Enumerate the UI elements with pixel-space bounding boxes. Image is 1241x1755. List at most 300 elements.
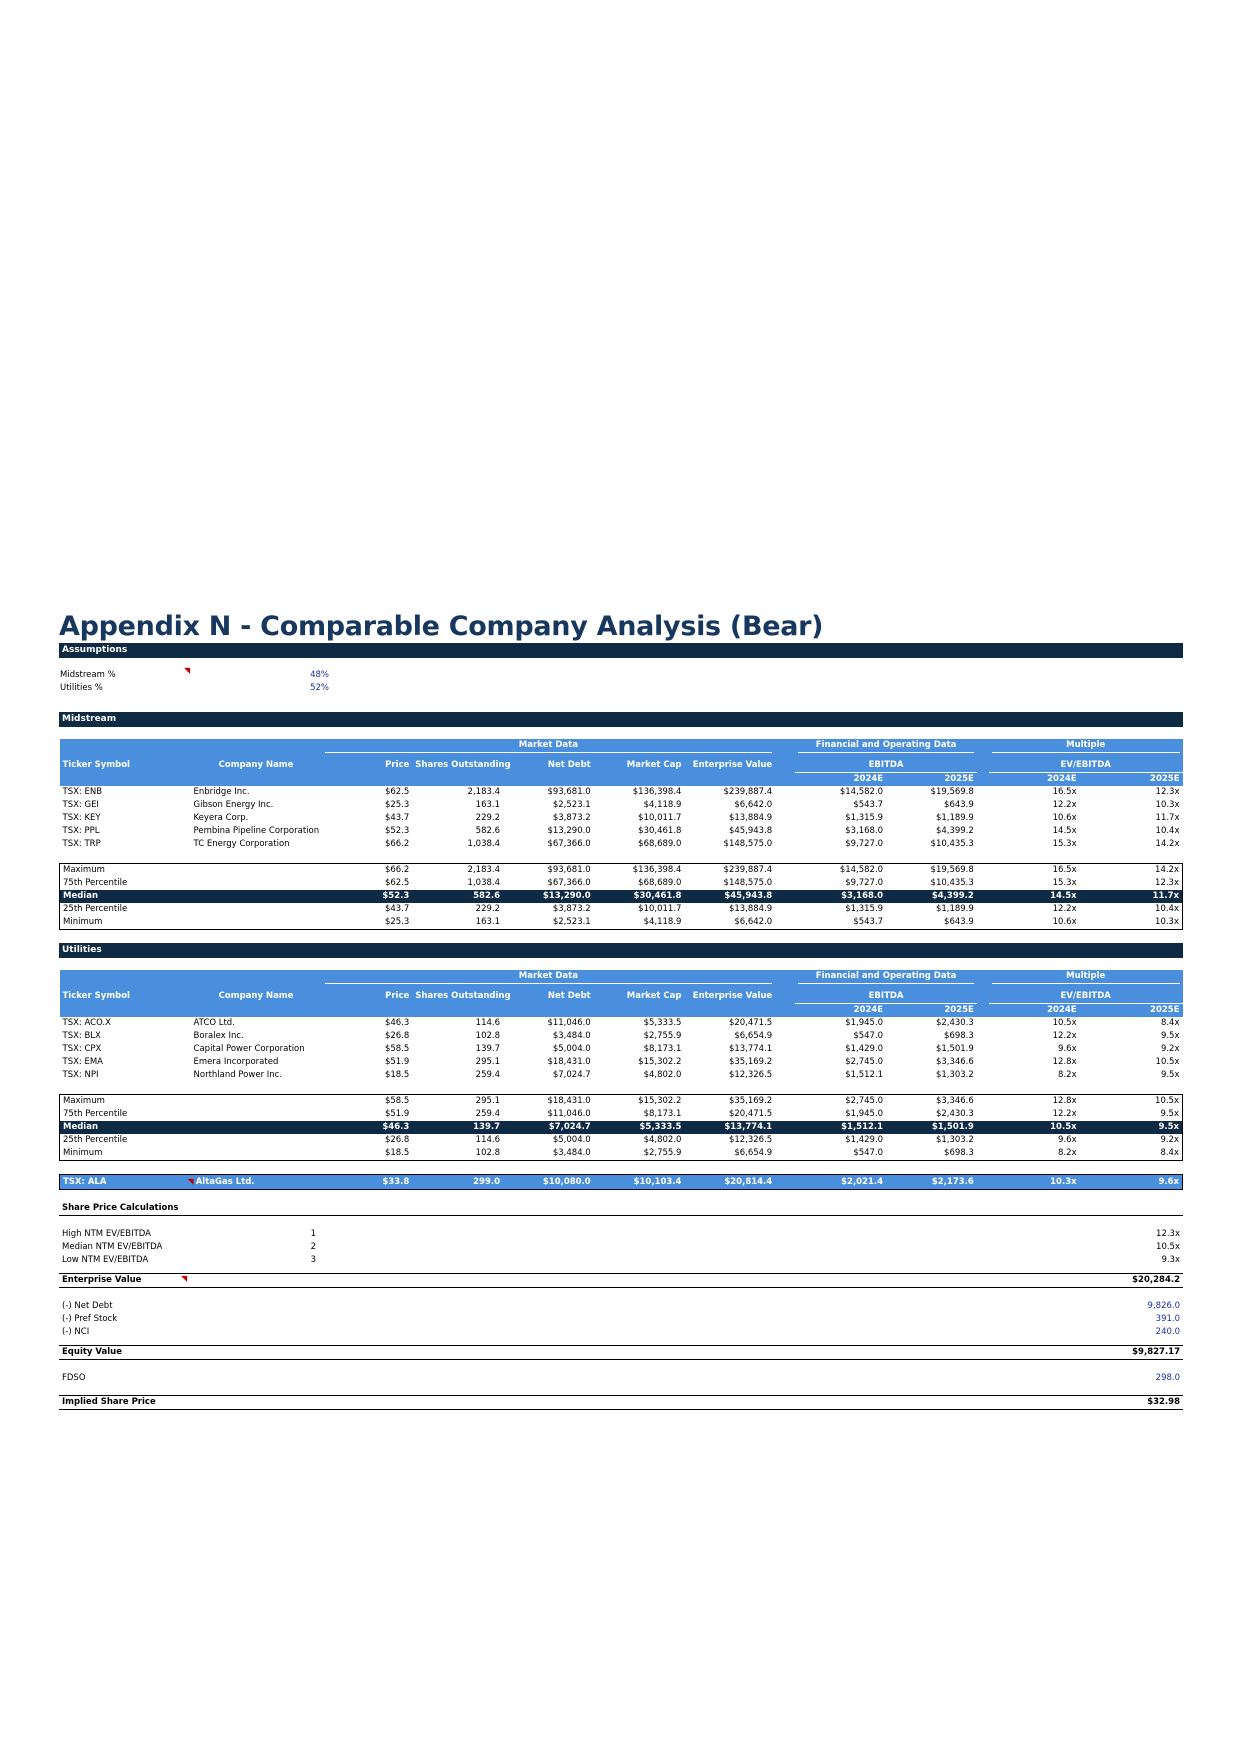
net-debt-cell: $10,080.0 <box>503 1175 594 1190</box>
multiple-2025-cell: 11.7x <box>1155 813 1180 823</box>
net-debt-cell: $67,366.0 <box>547 839 591 849</box>
market-cap-cell: $10,103.4 <box>594 1175 685 1190</box>
price-cell: $52.3 <box>322 890 413 903</box>
year-header: 2024E <box>1047 1005 1077 1015</box>
multiple-2024-cell: 10.5x <box>1052 1018 1077 1028</box>
column-header: Market Cap <box>626 760 682 771</box>
multiple-2024-cell: 12.2x <box>1052 1031 1077 1041</box>
ebitda-2025-cell: $2,430.3 <box>935 1109 974 1119</box>
price-cell: $25.3 <box>384 917 410 927</box>
multiple-2024-cell: 10.3x <box>989 1175 1080 1190</box>
company-name-cell: Emera Incorporated <box>193 1057 279 1067</box>
assumption-value[interactable]: 52% <box>310 683 329 693</box>
ev-value: $20,284.2 <box>1033 1274 1183 1288</box>
ebitda-2024-cell: $1,512.1 <box>845 1070 884 1080</box>
company-name-cell: Northland Power Inc. <box>193 1070 283 1080</box>
stat-label-cell: Minimum <box>63 1148 103 1158</box>
net-debt-cell: $67,366.0 <box>547 878 591 888</box>
multiple-2025-cell: 14.2x <box>1155 839 1180 849</box>
net-debt-cell: $13,290.0 <box>547 826 591 836</box>
ev-cell: $6,654.9 <box>734 1031 773 1041</box>
table-row <box>60 1056 1183 1069</box>
net-debt-cell: $18,431.0 <box>547 1057 591 1067</box>
year-header: 2025E <box>944 774 974 784</box>
shares-cell: 1,038.4 <box>467 878 500 888</box>
ebitda-2024-cell: $543.7 <box>853 800 884 810</box>
price-cell: $25.3 <box>384 800 410 810</box>
multiple-2024-cell: 15.3x <box>1052 839 1077 849</box>
stat-label-cell: Median <box>60 1121 322 1134</box>
deduction-label: (-) NCI <box>62 1327 90 1337</box>
column-header: Company Name <box>218 991 294 1002</box>
multiple-2024-cell: 12.2x <box>1052 800 1077 810</box>
stat-row <box>60 864 1183 878</box>
price-cell: $18.5 <box>384 1148 410 1158</box>
shares-cell: 259.4 <box>475 1109 500 1119</box>
year-header: 2025E <box>1150 1005 1180 1015</box>
table-row <box>60 786 1183 799</box>
ebitda-2024-cell: $14,582.0 <box>839 787 884 797</box>
assumption-label: Midstream % <box>60 670 116 680</box>
multiple-2025-cell: 9.6x <box>1080 1175 1183 1190</box>
utilities-bar: Utilities <box>59 943 1183 958</box>
net-debt-cell: $93,681.0 <box>547 787 591 797</box>
multiple-2025-cell: 10.4x <box>1155 904 1179 914</box>
calc-value: 12.3x <box>1156 1229 1180 1239</box>
column-header: Shares Outstanding <box>415 760 511 771</box>
calc-value: 9.3x <box>1161 1255 1180 1265</box>
utilities-rows <box>60 1017 1183 1082</box>
ebitda-2024-cell: $3,168.0 <box>795 890 886 903</box>
year-header: 2024E <box>853 774 884 784</box>
company-name-cell: TC Energy Corporation <box>193 839 290 849</box>
market-cap-cell: $4,802.0 <box>643 1135 682 1145</box>
deduction-value[interactable]: 9,826.0 <box>1147 1301 1180 1311</box>
ev-cell: $13,774.1 <box>728 1044 773 1054</box>
company-name-cell: ATCO Ltd. <box>193 1018 235 1028</box>
shares-cell: 2,183.4 <box>467 787 500 797</box>
net-debt-cell: $3,873.2 <box>552 813 591 823</box>
multiple-2024-cell: 16.5x <box>1052 787 1077 797</box>
price-cell: $66.2 <box>384 839 410 849</box>
ebitda-2025-cell: $1,501.9 <box>886 1121 977 1134</box>
ebitda-2025-cell: $698.3 <box>944 1148 974 1158</box>
deduction-value[interactable]: 391.0 <box>1155 1314 1180 1324</box>
market-cap-cell: $4,802.0 <box>643 1070 682 1080</box>
market-cap-cell: $10,011.7 <box>638 904 682 914</box>
implied-price-value: $32.98 <box>1033 1396 1183 1410</box>
ebitda-2024-cell: $547.0 <box>853 1148 884 1158</box>
comment-flag-icon: ◥ <box>187 1177 194 1186</box>
implied-price-label: Implied Share Price <box>59 1396 259 1410</box>
multiple-2024-cell: 15.3x <box>1052 878 1077 888</box>
fdso-value[interactable]: 298.0 <box>1155 1373 1180 1383</box>
comment-flag-icon: ◥ <box>184 666 191 675</box>
ebitda-2024-cell: $547.0 <box>853 1031 884 1041</box>
multiple-2024-cell: 16.5x <box>1052 865 1077 875</box>
stat-label-cell: 25th Percentile <box>63 904 128 914</box>
market-cap-cell: $5,333.5 <box>594 1121 685 1134</box>
stat-label-cell: Maximum <box>63 865 105 875</box>
price-cell: $26.8 <box>384 1135 410 1145</box>
net-debt-cell: $18,431.0 <box>547 1096 591 1106</box>
column-header: Shares Outstanding <box>415 991 511 1002</box>
multiple-2025-cell: 12.3x <box>1155 878 1179 888</box>
net-debt-cell: $7,024.7 <box>503 1121 594 1134</box>
ebitda-2025-cell: $2,430.3 <box>935 1018 974 1028</box>
column-header: Enterprise Value <box>692 991 773 1002</box>
net-debt-cell: $11,046.0 <box>547 1109 591 1119</box>
multiple-2024-cell: 12.8x <box>1052 1057 1077 1067</box>
market-cap-cell: $2,755.9 <box>643 1148 682 1158</box>
ebitda-2025-cell: $19,569.8 <box>930 787 974 797</box>
ebitda-2024-cell: $2,745.0 <box>845 1096 884 1106</box>
net-debt-cell: $2,523.1 <box>552 917 591 927</box>
multiple-2025-cell: 14.2x <box>1155 865 1179 875</box>
price-cell: $52.3 <box>384 826 410 836</box>
column-header: Market Cap <box>626 991 682 1002</box>
company-name-cell: Enbridge Inc. <box>193 787 250 797</box>
calc-heading: Share Price Calculations <box>59 1202 1183 1216</box>
ev-cell: $12,326.5 <box>728 1070 773 1080</box>
net-debt-cell: $5,004.0 <box>552 1044 591 1054</box>
group-header: Market Data <box>325 739 773 753</box>
price-cell: $26.8 <box>384 1031 410 1041</box>
calc-label: Low NTM EV/EBITDA <box>62 1255 149 1265</box>
column-header: EV/EBITDA <box>989 759 1183 773</box>
stat-row <box>60 1095 1183 1109</box>
multiple-2025-cell: 9.2x <box>1160 1135 1179 1145</box>
year-header: 2025E <box>944 1005 974 1015</box>
midstream-table <box>59 739 1183 930</box>
equity-value: $9,827.17 <box>1033 1346 1183 1360</box>
assumption-value[interactable]: 48% <box>310 670 329 680</box>
multiple-2025-cell: 12.3x <box>1155 787 1180 797</box>
column-header: Ticker Symbol <box>62 760 130 771</box>
assumptions-bar: Assumptions <box>59 643 1183 658</box>
stat-row <box>60 1147 1183 1161</box>
market-cap-cell: $15,302.2 <box>638 1096 682 1106</box>
ebitda-2025-cell: $698.3 <box>944 1031 974 1041</box>
net-debt-cell: $93,681.0 <box>547 865 591 875</box>
market-cap-cell: $68,689.0 <box>638 878 682 888</box>
ebitda-2024-cell: $2,021.4 <box>795 1175 886 1190</box>
shares-cell: 114.6 <box>475 1018 500 1028</box>
price-cell: $51.9 <box>384 1109 410 1119</box>
stat-label-cell: 25th Percentile <box>63 1135 128 1145</box>
net-debt-cell: $7,024.7 <box>552 1070 591 1080</box>
stat-label-cell: Maximum <box>63 1096 105 1106</box>
column-header: Net Debt <box>547 760 591 771</box>
net-debt-cell: $5,004.0 <box>552 1135 591 1145</box>
multiple-2024-cell: 9.6x <box>1058 1135 1077 1145</box>
ev-label <box>59 1274 259 1288</box>
price-cell: $33.8 <box>322 1175 413 1190</box>
page <box>59 612 1183 1410</box>
ebitda-2024-cell: $1,429.0 <box>845 1044 884 1054</box>
ebitda-2025-cell: $4,399.2 <box>886 890 977 903</box>
ebitda-2024-cell: $3,168.0 <box>845 826 884 836</box>
shares-cell: 139.7 <box>475 1044 500 1054</box>
ebitda-2025-cell: $10,435.3 <box>930 839 974 849</box>
comment-flag-icon: ◥ <box>181 1274 188 1283</box>
shares-cell: 229.2 <box>475 813 500 823</box>
multiple-2024-cell: 9.6x <box>1058 1044 1077 1054</box>
price-cell: $62.5 <box>384 878 410 888</box>
shares-cell: 299.0 <box>412 1175 503 1190</box>
ebitda-2024-cell: $1,315.9 <box>845 904 884 914</box>
column-header: Company Name <box>218 760 294 771</box>
table-row <box>60 799 1183 812</box>
ev-cell: $45,943.8 <box>728 826 773 836</box>
ev-label-text: Enterprise Value <box>62 1275 142 1285</box>
page-title: Appendix N - Comparable Company Analysis (Bear) <box>59 611 824 642</box>
market-cap-cell: $15,302.2 <box>638 1057 682 1067</box>
utilities-table <box>59 970 1183 1190</box>
shares-cell: 582.6 <box>475 826 500 836</box>
deduction-value[interactable]: 240.0 <box>1155 1327 1180 1337</box>
shares-cell: 163.1 <box>475 800 500 810</box>
ev-cell: $6,642.0 <box>734 917 773 927</box>
shares-cell: 295.1 <box>475 1096 500 1106</box>
shares-cell: 229.2 <box>475 904 500 914</box>
market-cap-cell: $30,461.8 <box>638 826 682 836</box>
target-row <box>60 1175 1183 1190</box>
shares-cell: 295.1 <box>475 1057 500 1067</box>
ev-cell: $20,471.5 <box>728 1109 773 1119</box>
market-cap-cell: $4,118.9 <box>643 800 682 810</box>
price-cell: $51.9 <box>384 1057 410 1067</box>
multiple-2025-cell: 10.5x <box>1155 1096 1179 1106</box>
net-debt-cell: $11,046.0 <box>547 1018 591 1028</box>
stat-label-cell: Minimum <box>63 917 103 927</box>
ev-cell: $13,884.9 <box>728 904 773 914</box>
price-cell: $43.7 <box>384 904 410 914</box>
ticker-cell: TSX: ALA <box>60 1175 191 1190</box>
multiple-2025-cell: 9.5x <box>1160 1070 1180 1080</box>
table-row <box>60 1017 1183 1030</box>
stat-row <box>60 916 1183 930</box>
column-header: EBITDA <box>795 759 976 773</box>
ebitda-2025-cell: $3,346.6 <box>935 1096 974 1106</box>
assumption-label: Utilities % <box>60 683 103 693</box>
market-cap-cell: $10,011.7 <box>638 813 682 823</box>
company-name-cell: Gibson Energy Inc. <box>193 800 274 810</box>
ebitda-2024-cell: $14,582.0 <box>839 865 884 875</box>
multiple-2025-cell: 9.5x <box>1160 1031 1180 1041</box>
table-row <box>60 838 1183 851</box>
assumptions-section <box>59 658 1183 712</box>
ev-cell: $45,943.8 <box>684 890 775 903</box>
ev-cell: $20,471.5 <box>728 1018 773 1028</box>
multiple-2024-cell: 12.2x <box>1052 1109 1077 1119</box>
column-header: Enterprise Value <box>692 760 773 771</box>
multiple-2024-cell: 14.5x <box>989 890 1080 903</box>
ticker-cell: TSX: ACO.X <box>62 1018 111 1028</box>
ticker-cell: TSX: KEY <box>62 813 101 823</box>
price-cell: $58.5 <box>384 1044 410 1054</box>
table-row <box>60 1043 1183 1056</box>
net-debt-cell: $3,484.0 <box>552 1148 591 1158</box>
stat-row <box>60 1108 1183 1121</box>
table-row <box>60 812 1183 825</box>
price-cell: $46.3 <box>322 1121 413 1134</box>
price-cell: $58.5 <box>384 1096 410 1106</box>
year-header: 2024E <box>853 1005 884 1015</box>
ebitda-2024-cell: $2,745.0 <box>845 1057 884 1067</box>
calc-index: 1 <box>310 1229 316 1239</box>
stat-row <box>60 1121 1183 1134</box>
calc-value: 10.5x <box>1156 1242 1180 1252</box>
ticker-cell: TSX: EMA <box>62 1057 103 1067</box>
ticker-cell: TSX: CPX <box>62 1044 102 1054</box>
utilities-stats <box>60 1095 1183 1161</box>
deduction-label: (-) Net Debt <box>62 1301 113 1311</box>
price-cell: $43.7 <box>384 813 410 823</box>
market-cap-cell: $2,755.9 <box>643 1031 682 1041</box>
ebitda-2025-cell: $10,435.3 <box>930 878 974 888</box>
price-cell: $62.5 <box>384 787 410 797</box>
calc-label: Median NTM EV/EBITDA <box>62 1242 163 1252</box>
ev-cell: $35,169.2 <box>728 1057 773 1067</box>
ev-cell: $239,887.4 <box>723 865 773 875</box>
column-header: EV/EBITDA <box>989 990 1183 1004</box>
group-header: Market Data <box>325 970 773 984</box>
multiple-2024-cell: 10.5x <box>989 1121 1080 1134</box>
calc-index: 2 <box>310 1242 316 1252</box>
ev-cell: $35,169.2 <box>728 1096 773 1106</box>
ebitda-2025-cell: $643.9 <box>944 800 974 810</box>
multiple-2025-cell: 10.3x <box>1155 800 1180 810</box>
table-row <box>60 825 1183 838</box>
price-cell: $46.3 <box>384 1018 410 1028</box>
calc-index: 3 <box>310 1255 316 1265</box>
ebitda-2025-cell: $1,189.9 <box>935 904 974 914</box>
net-debt-cell: $3,873.2 <box>552 904 591 914</box>
market-cap-cell: $136,398.4 <box>632 865 682 875</box>
market-cap-cell: $4,118.9 <box>643 917 682 927</box>
ebitda-2025-cell: $2,173.6 <box>886 1175 977 1190</box>
share-price-calculations <box>59 1202 1183 1410</box>
ticker-cell: TSX: BLX <box>62 1031 101 1041</box>
multiple-2024-cell: 12.8x <box>1052 1096 1077 1106</box>
ticker-cell: TSX: TRP <box>62 839 101 849</box>
multiple-2024-cell: 10.6x <box>1052 917 1077 927</box>
company-name-cell: ◥ AltaGas Ltd. <box>191 1175 322 1190</box>
group-header: Multiple <box>992 739 1180 753</box>
target-company-row <box>60 1175 1183 1190</box>
stat-row <box>60 1134 1183 1147</box>
ebitda-2024-cell: $9,727.0 <box>845 839 884 849</box>
fdso-label: FDSO <box>62 1373 86 1383</box>
shares-cell: 2,183.4 <box>467 865 500 875</box>
shares-cell: 582.6 <box>412 890 503 903</box>
ebitda-2025-cell: $1,303.2 <box>935 1135 974 1145</box>
net-debt-cell: $3,484.0 <box>552 1031 591 1041</box>
net-debt-cell: $13,290.0 <box>503 890 594 903</box>
midstream-bar: Midstream <box>59 712 1183 727</box>
shares-cell: 102.8 <box>475 1148 500 1158</box>
multiple-2025-cell: 10.3x <box>1155 917 1179 927</box>
ebitda-2024-cell: $1,512.1 <box>795 1121 886 1134</box>
ebitda-2025-cell: $1,189.9 <box>935 813 974 823</box>
stat-row <box>60 890 1183 903</box>
multiple-2025-cell: 11.7x <box>1080 890 1183 903</box>
ev-cell: $20,814.4 <box>684 1175 775 1190</box>
multiple-2024-cell: 10.6x <box>1052 813 1077 823</box>
column-header: EBITDA <box>795 990 976 1004</box>
price-cell: $66.2 <box>384 865 410 875</box>
ticker-cell: TSX: NPI <box>62 1070 99 1080</box>
midstream-rows <box>60 786 1183 851</box>
multiple-2024-cell: 8.2x <box>1058 1070 1077 1080</box>
ebitda-2025-cell: $1,303.2 <box>935 1070 974 1080</box>
column-header: Price <box>385 760 410 771</box>
company-name-cell: Pembina Pipeline Corporation <box>193 826 320 836</box>
multiple-2025-cell: 8.4x <box>1160 1018 1180 1028</box>
year-header: 2024E <box>1047 774 1077 784</box>
market-cap-cell: $30,461.8 <box>594 890 685 903</box>
table-header <box>60 739 1183 786</box>
group-header: Financial and Operating Data <box>798 970 973 984</box>
multiple-2025-cell: 9.2x <box>1160 1044 1180 1054</box>
ebitda-2025-cell: $4,399.2 <box>935 826 974 836</box>
ebitda-2025-cell: $1,501.9 <box>935 1044 974 1054</box>
multiple-2024-cell: 12.2x <box>1052 904 1077 914</box>
ebitda-2024-cell: $543.7 <box>853 917 884 927</box>
stat-label-cell: 75th Percentile <box>63 1109 128 1119</box>
ebitda-2024-cell: $1,945.0 <box>845 1018 884 1028</box>
multiple-2025-cell: 10.4x <box>1155 826 1180 836</box>
ebitda-2025-cell: $19,569.8 <box>930 865 974 875</box>
ebitda-2024-cell: $9,727.0 <box>845 878 884 888</box>
column-header: Net Debt <box>547 991 591 1002</box>
year-header: 2025E <box>1150 774 1180 784</box>
market-cap-cell: $8,173.1 <box>643 1044 682 1054</box>
ev-cell: $239,887.4 <box>723 787 773 797</box>
ebitda-2024-cell: $1,315.9 <box>845 813 884 823</box>
ev-cell: $148,575.0 <box>723 839 773 849</box>
ebitda-2025-cell: $643.9 <box>944 917 974 927</box>
ebitda-2024-cell: $1,429.0 <box>845 1135 884 1145</box>
multiple-2025-cell: 8.4x <box>1160 1148 1179 1158</box>
group-header: Multiple <box>992 970 1180 984</box>
company-name-cell: Capital Power Corporation <box>193 1044 305 1054</box>
market-cap-cell: $136,398.4 <box>632 787 682 797</box>
shares-cell: 114.6 <box>475 1135 500 1145</box>
price-cell: $18.5 <box>384 1070 410 1080</box>
multiple-2024-cell: 8.2x <box>1058 1148 1077 1158</box>
ev-cell: $6,654.9 <box>734 1148 773 1158</box>
shares-cell: 259.4 <box>475 1070 500 1080</box>
net-debt-cell: $2,523.1 <box>552 800 591 810</box>
ticker-cell: TSX: ENB <box>62 787 103 797</box>
company-name-cell: Keyera Corp. <box>193 813 249 823</box>
ebitda-2025-cell: $3,346.6 <box>935 1057 974 1067</box>
shares-cell: 102.8 <box>475 1031 500 1041</box>
stat-row <box>60 877 1183 890</box>
multiple-2025-cell: 10.5x <box>1155 1057 1180 1067</box>
shares-cell: 139.7 <box>412 1121 503 1134</box>
deduction-label: (-) Pref Stock <box>62 1314 118 1324</box>
column-header: Price <box>385 991 410 1002</box>
stat-label-cell: 75th Percentile <box>63 878 128 888</box>
calc-label: High NTM EV/EBITDA <box>62 1229 151 1239</box>
midstream-stats <box>60 864 1183 930</box>
ev-cell: $148,575.0 <box>723 878 773 888</box>
ev-cell: $6,642.0 <box>734 800 773 810</box>
ebitda-2024-cell: $1,945.0 <box>845 1109 884 1119</box>
